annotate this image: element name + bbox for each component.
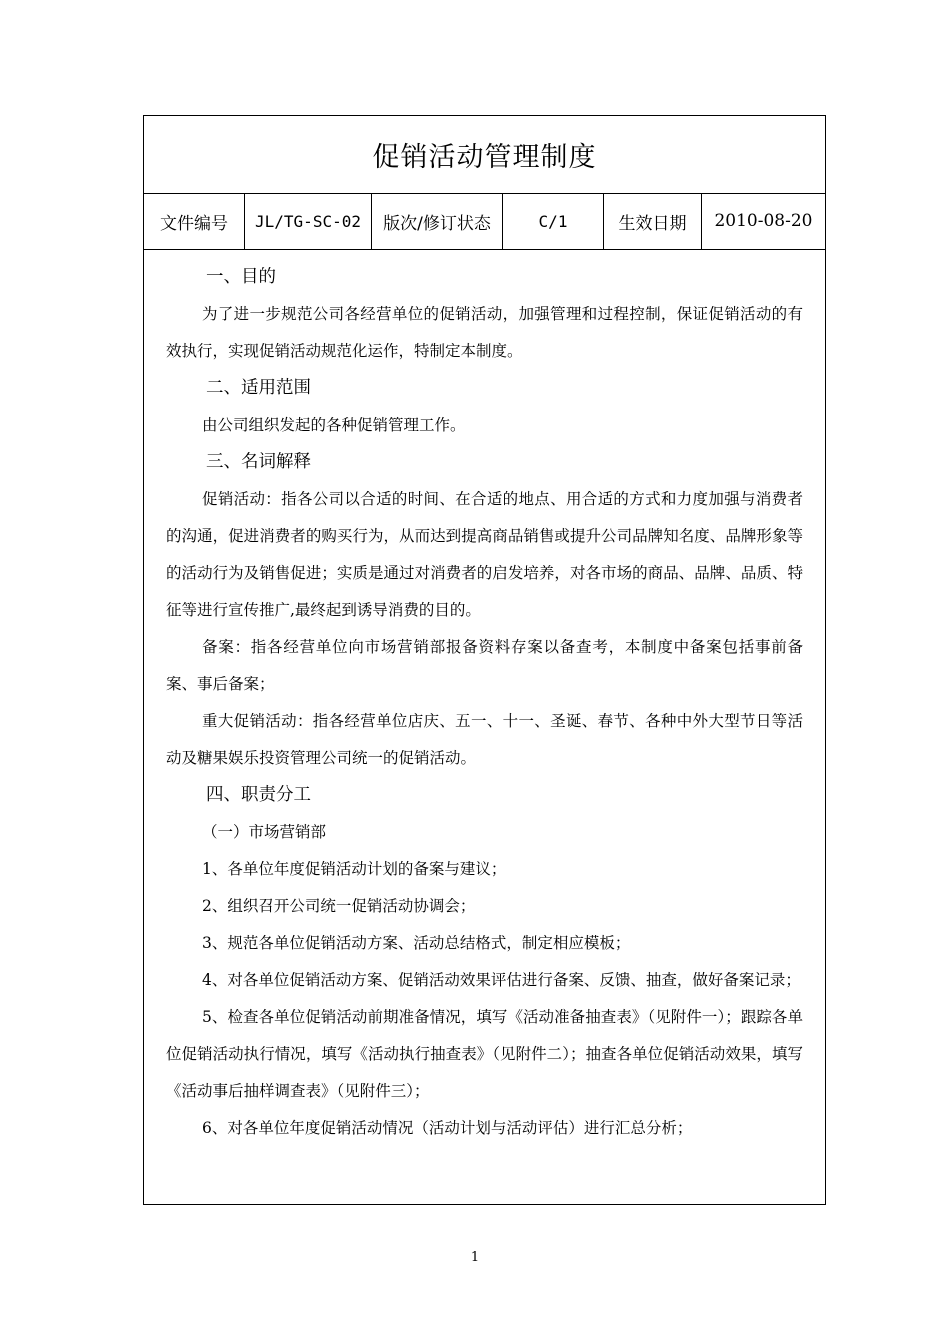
paragraph: 备案：指各经营单位向市场营销部报备资料存案以备查考，本制度中备案包括事前备案、事后备案；: [166, 638, 803, 693]
list-item: 4、对各单位促销活动方案、促销活动效果评估进行备案、反馈、抽查，做好备案记录；: [202, 971, 801, 989]
doc-no-value: JL/TG-SC-02: [245, 193, 372, 249]
section-heading: 二、适用范围: [206, 378, 311, 398]
date-label: 生效日期: [604, 193, 702, 249]
section-heading: 四、职责分工: [206, 785, 311, 805]
list-item: 6、对各单位年度促销活动情况（活动计划与活动评估）进行汇总分析；: [202, 1119, 693, 1137]
doc-no-label: 文件编号: [144, 193, 245, 249]
date-value: 2010-08-20: [714, 211, 813, 231]
paragraph: 为了进一步规范公司各经营单位的促销活动，加强管理和过程控制，保证促销活动的有效执行，实现促销活动规范化运作，特制定本制度。: [166, 305, 803, 360]
list-item: 1、各单位年度促销活动计划的备案与建议；: [202, 860, 507, 878]
document-frame: [143, 115, 826, 1205]
paragraph: 由公司组织发起的各种促销管理工作。: [202, 416, 466, 434]
version-label: 版次/修订状态: [372, 193, 503, 249]
section-heading: 三、名词解释: [206, 452, 311, 472]
page-number: 1: [470, 1250, 480, 1265]
meta-row: [144, 193, 825, 250]
paragraph: 重大促销活动：指各经营单位店庆、五一、十一、圣诞、春节、各种中外大型节日等活动及糖果娱乐投资管理公司统一的促销活动。: [166, 712, 803, 767]
paragraph: （一）市场营销部: [202, 823, 327, 841]
document-title: 促销活动管理制度: [144, 116, 825, 194]
section-heading: 一、目的: [206, 267, 276, 287]
list-item: 3、规范各单位促销活动方案、活动总结格式，制定相应模板；: [202, 934, 631, 952]
paragraph: 促销活动：指各公司以合适的时间、在合适的地点、用合适的方式和力度加强与消费者的沟通，促进消费者的购买行为，从而达到提高商品销售或提升公司品牌知名度、品牌形象等的活动行为及销售促进；实质是通过对消费者的启发培养，对各市场的商品、品牌、品质、特征等进行宣传推广,最终起到诱导消费的目的。: [166, 490, 803, 619]
document-body: [144, 249, 825, 1147]
list-item: 5、检查各单位促销活动前期准备情况，填写《活动准备抽查表》（见附件一）；跟踪各单位促销活动执行情况，填写《活动执行抽查表》（见附件二）；抽查各单位促销活动效果，填写《活动事后抽样调查表》（见附件三）；: [166, 1008, 803, 1100]
list-item: 2、组织召开公司统一促销活动协调会；: [202, 897, 476, 915]
version-value: C/1: [503, 193, 604, 249]
